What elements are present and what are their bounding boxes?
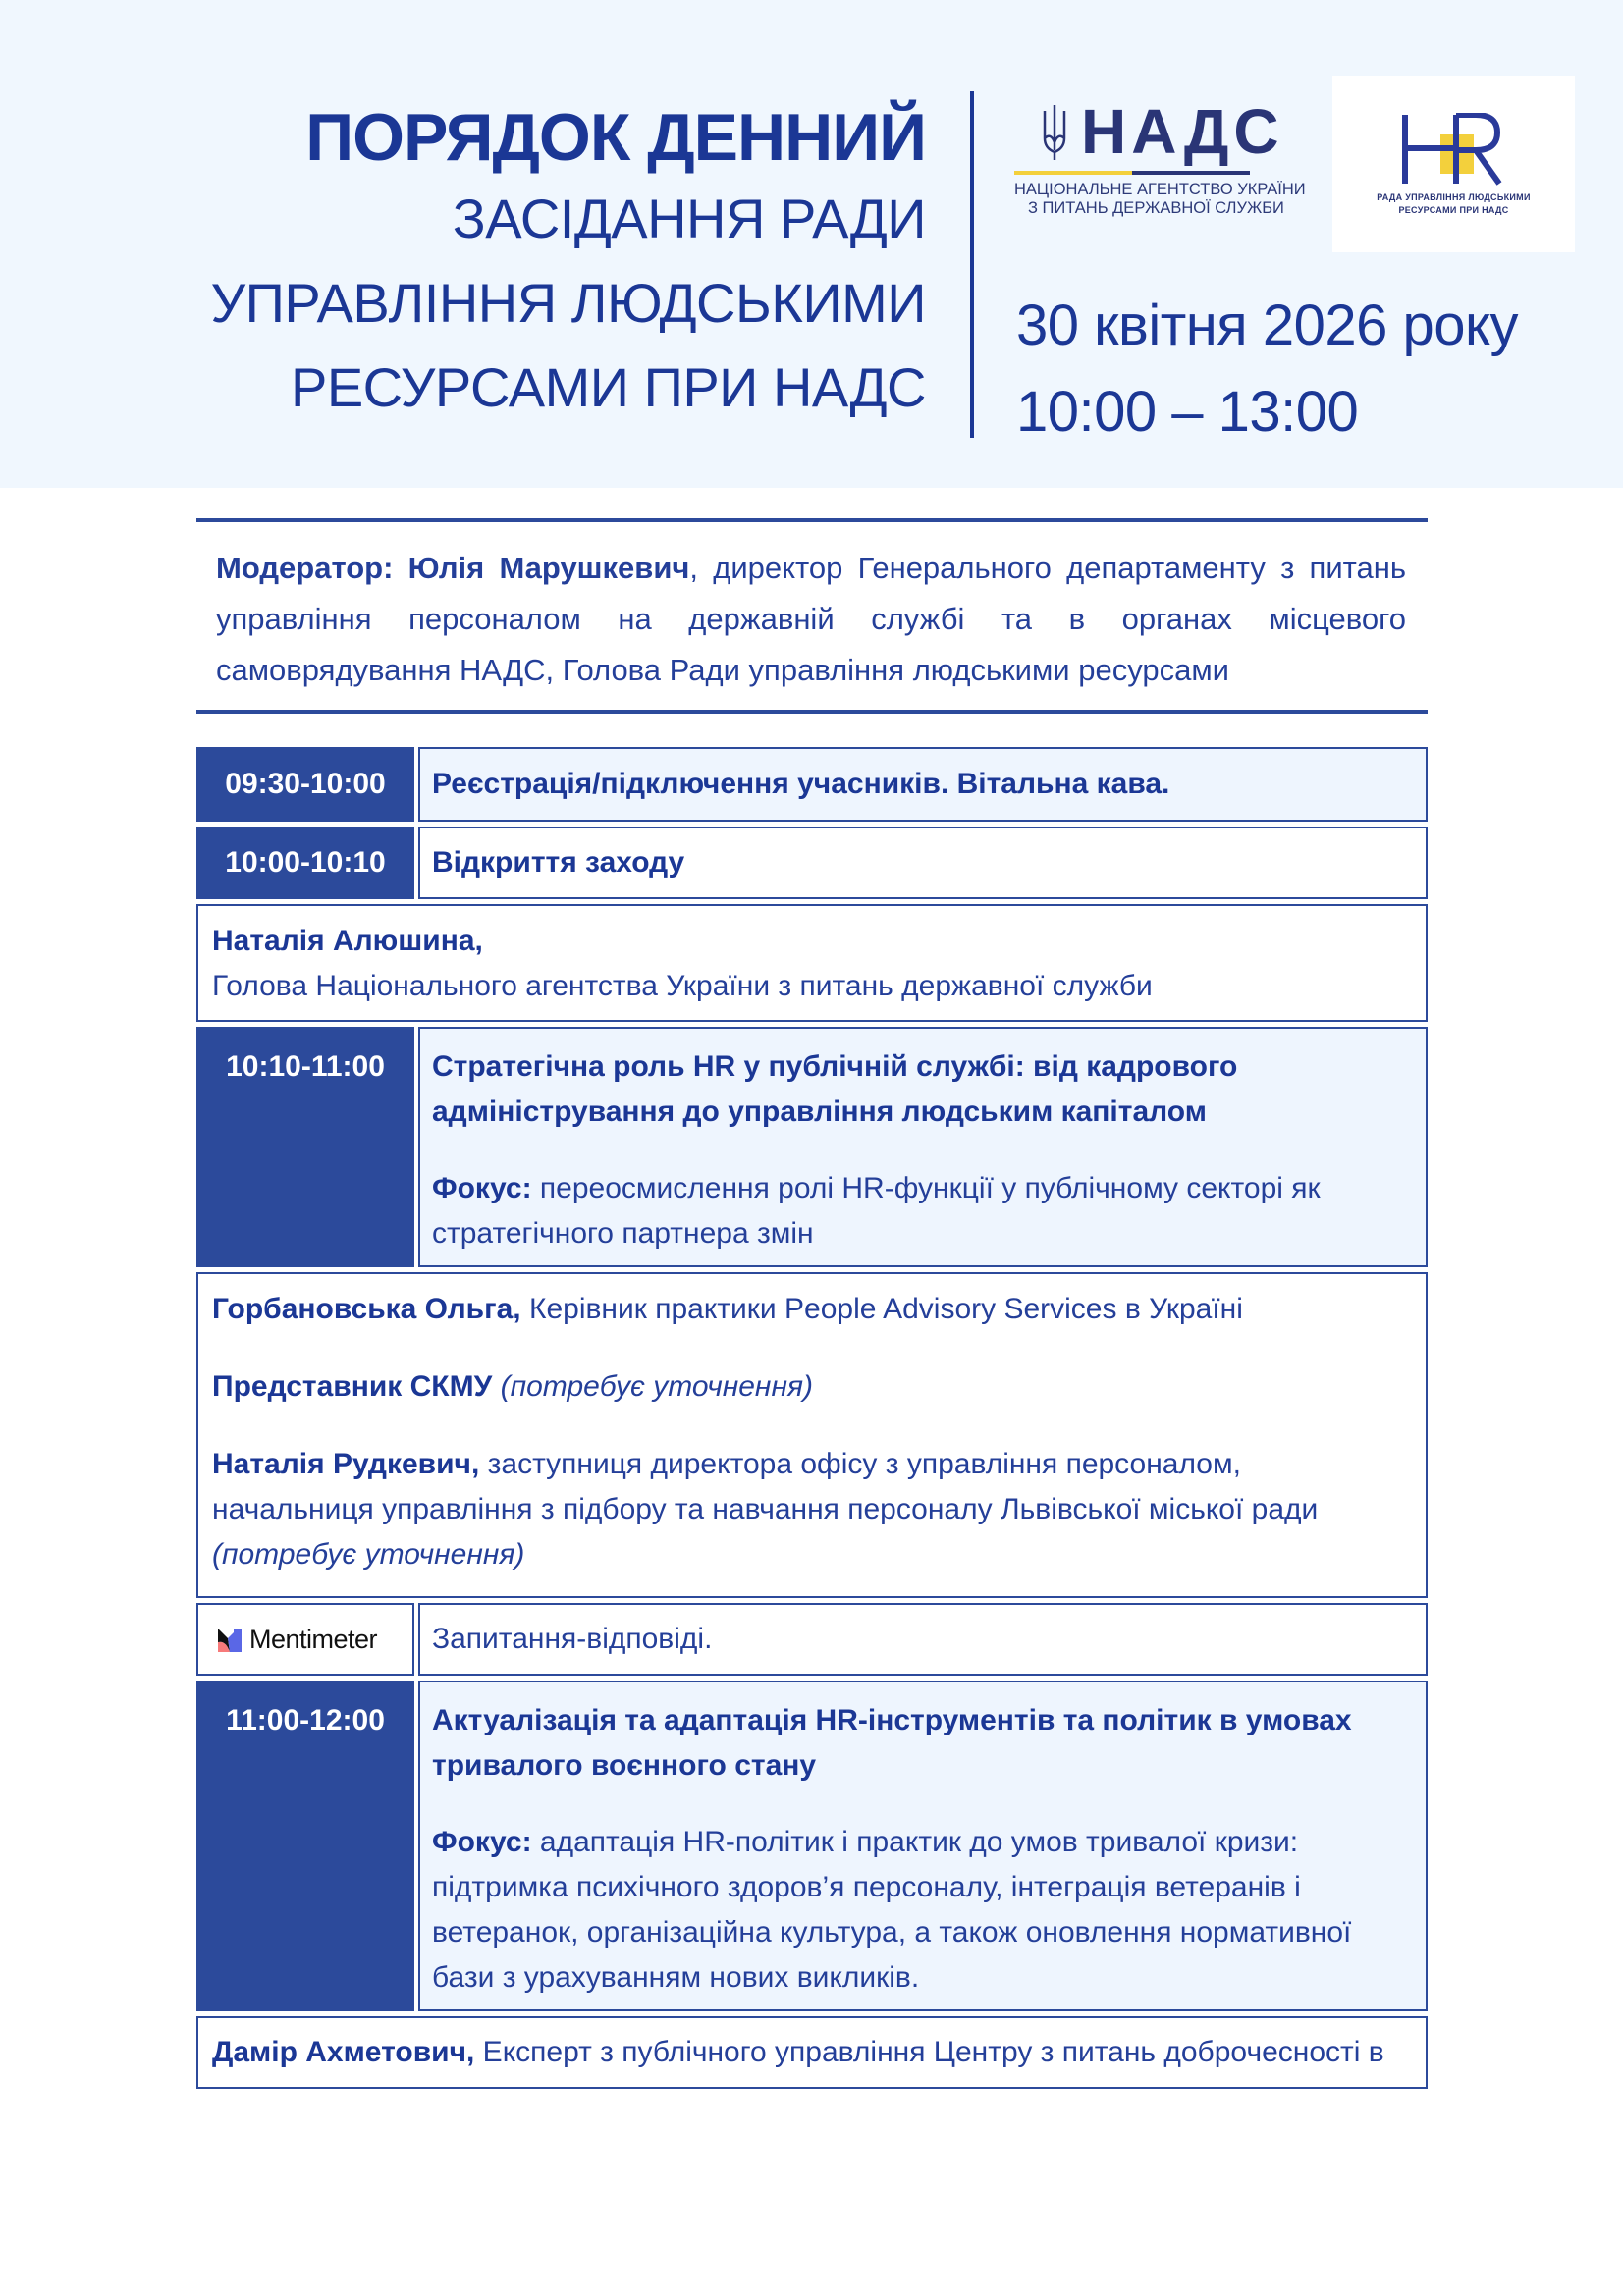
session-title: Актуалізація та адаптація HR-інструментів та політик в умовах <box>432 1704 1352 1736</box>
speaker-name: Наталія Алюшина, <box>212 925 483 957</box>
subtitle-line: УПРАВЛІННЯ ЛЮДСЬКИМИ <box>210 272 926 334</box>
nads-logo <box>1014 98 1319 216</box>
speaker-role: начальниця управління з підбору та навчання персоналу Львівської міської ради <box>212 1493 1319 1525</box>
focus-text: підтримка психічного здоров’я персоналу, інтеграція ветеранів і <box>432 1871 1301 1903</box>
divider-rule <box>196 710 1428 714</box>
agenda-row <box>196 2016 1428 2089</box>
hr-letters-icon <box>1401 113 1509 186</box>
title-block <box>211 98 926 430</box>
time-slot: 09:30-10:00 <box>196 747 414 822</box>
nads-caption-line: НАЦІОНАЛЬНЕ АГЕНТСТВО УКРАЇНИ <box>1014 181 1306 198</box>
focus-label: Фокус: <box>432 1172 532 1204</box>
speaker-cell <box>196 904 1428 1022</box>
time-slot: 11:00-12:00 <box>196 1681 414 2011</box>
trident-icon <box>1041 103 1068 162</box>
hr-council-logo <box>1332 76 1575 252</box>
hr-caption-line: РЕСУРСАМИ ПРИ НАДС <box>1398 205 1509 215</box>
speaker-role: заступниця директора офісу з управління персоналом, <box>479 1448 1241 1480</box>
mentimeter-icon <box>218 1629 242 1652</box>
speaker-role: Керівник практики People Advisory Services в Україні <box>520 1293 1243 1325</box>
agenda-row <box>196 747 1428 822</box>
speaker-entry <box>212 1442 1412 1487</box>
speakers-cell <box>196 1272 1428 1598</box>
session-title: Реєстрація/підключення учасників. Вітальна кава. <box>418 747 1428 822</box>
hr-logo-caption <box>1332 191 1575 217</box>
hr-mark <box>1401 113 1509 186</box>
session-focus <box>432 1820 1414 1865</box>
flag-bar-yellow <box>1014 171 1132 175</box>
speaker-entry <box>212 1287 1412 1332</box>
divider-rule <box>196 518 1428 522</box>
session-cell <box>418 1681 1428 2011</box>
subtitle-line: РЕСУРСАМИ ПРИ НАДС <box>290 356 926 418</box>
agenda-row <box>196 827 1428 899</box>
subtitle-line: ЗАСІДАННЯ РАДИ <box>452 187 926 249</box>
agenda-row <box>196 1027 1428 1267</box>
mentimeter-wordmark: Mentimeter <box>249 1625 378 1654</box>
speaker-entry <box>212 1364 1412 1410</box>
event-date: 30 квітня 2026 року <box>1016 294 1518 357</box>
mentimeter-cell <box>196 1603 414 1676</box>
speaker-note: (потребує уточнення) <box>212 1538 525 1571</box>
session-cell <box>418 1027 1428 1267</box>
page-title: ПОРЯДОК ДЕННИЙ <box>305 100 926 175</box>
speaker-name: Горбановська Ольга, <box>212 1293 521 1325</box>
header-divider <box>970 91 974 438</box>
session-title: Стратегічна роль HR у публічній службі: від кадрового <box>432 1050 1238 1083</box>
time-slot: 10:10-11:00 <box>196 1027 414 1267</box>
date-block <box>1016 283 1518 455</box>
moderator-block <box>216 543 1406 696</box>
mentimeter-logo <box>218 1625 377 1655</box>
time-slot: 10:00-10:10 <box>196 827 414 899</box>
event-time: 10:00 – 13:00 <box>1016 380 1359 444</box>
speaker-role: Голова Національного агентства України з питань державної служби <box>212 970 1153 1002</box>
session-focus <box>432 1166 1414 1211</box>
agenda-row <box>196 904 1428 1022</box>
nads-wordmark: НАДС <box>1081 96 1284 167</box>
focus-text: переосмислення ролі HR-функції у публічному секторі як <box>531 1172 1321 1204</box>
nads-caption-line: З ПИТАНЬ ДЕРЖАВНОЇ СЛУЖБИ <box>1028 199 1284 217</box>
session-title: Відкриття заходу <box>418 827 1428 899</box>
focus-label: Фокус: <box>432 1826 532 1858</box>
speaker-cell <box>196 2016 1428 2089</box>
header-banner <box>0 0 1623 488</box>
agenda-row <box>196 1272 1428 1598</box>
speaker-name: Наталія Рудкевич, <box>212 1448 480 1480</box>
focus-text: адаптація HR-політик і практик до умов тривалої кризи: <box>531 1826 1299 1858</box>
agenda-row <box>196 1681 1428 2011</box>
speaker-role: Експерт з публічного управління Центру з питань доброчесності в <box>474 2036 1384 2068</box>
speaker-name: Представник СКМУ <box>212 1370 493 1403</box>
moderator-role: , директор Генерального департаменту з питань управління персоналом на державній службі та в органах місцевого самоврядування НАДС, Голова Ради управління людськими ресурсами <box>216 551 1406 687</box>
nads-logo-caption <box>1014 181 1306 218</box>
session-title: тривалого воєнного стану <box>432 1749 817 1782</box>
focus-text: ветеранок, організаційна культура, а також оновлення нормативної <box>432 1916 1352 1949</box>
session-title: Запитання-відповіді. <box>418 1603 1428 1676</box>
speaker-name: Дамір Ахметович, <box>212 2036 475 2068</box>
hr-caption-line: РАДА УПРАВЛІННЯ ЛЮДСЬКИМИ <box>1377 192 1531 202</box>
flag-bar-blue <box>1132 171 1250 175</box>
speaker-note: (потребує уточнення) <box>492 1370 813 1403</box>
session-title: адміністрування до управління людським капіталом <box>432 1095 1207 1128</box>
focus-text: бази з урахуванням нових викликів. <box>432 1961 920 1994</box>
focus-text: стратегічного партнера змін <box>432 1217 814 1250</box>
agenda-row <box>196 1603 1428 1676</box>
moderator-name: Модератор: Юлія Марушкевич <box>216 551 690 585</box>
